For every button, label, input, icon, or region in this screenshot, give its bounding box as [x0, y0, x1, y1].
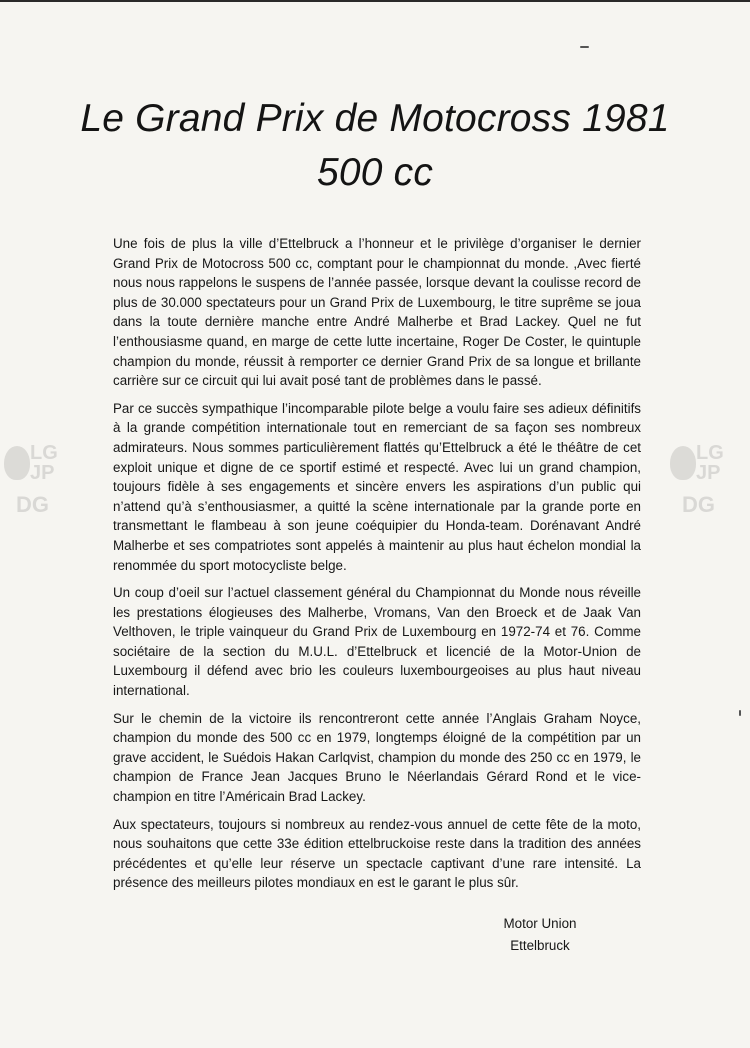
- signature-town: Ettelbruck: [510, 938, 570, 953]
- paragraph: Sur le chemin de la victoire ils rencontreront cette année l’Anglais Graham Noyce, champion du monde des 500 cc en 1979, longtemps éloigné de la compétition par un grave accident, le Suédois Hakan Carlqvist, champion du monde des 250 cc en 1979, le champion de France Jean Jacques Bruno le Néerlandais Gérard Rond et le vice-champion en titre l’Américain Brad Lackey.: [113, 710, 641, 805]
- signature-organization: Motor Union: [503, 916, 577, 931]
- watermark-text: LG: [696, 442, 724, 464]
- watermark-text: DG: [16, 492, 49, 517]
- paragraph: Aux spectateurs, toujours si nombreux au rendez-vous annuel de cette fête de la moto, nous souhaitons que cette 33e édition ettelbruckoise reste dans la tradition des années précédentes et qu’elle leur réserve un spectacle captivant d’une rare intensité. La présence des meilleurs pilotes mondiaux en est le garant le plus sûr.: [113, 816, 641, 891]
- article-body: [113, 234, 641, 901]
- watermark-text: LG: [30, 442, 58, 464]
- title-line-main: Le Grand Prix de Motocross 1981: [80, 97, 670, 140]
- scan-speck: [739, 710, 741, 716]
- paragraph: Par ce succès sympathique l’incomparable pilote belge a voulu faire ses adieux définitifs à la grande compétition internationale tout en remerciant de sa façon ses nombreux admirateurs. Nous sommes particulièrement flattés qu’Ettelbruck a été le théâtre de cet exploit unique et digne de ce sportif estimé et respecté. Avec lui un grand champion, toujours fidèle à ses engagements et sincère envers les aspirations d’un public qui n’attend qu’à s’enthousiasmer, a quitté la scène internationale par la grande porte en transmettant le flambeau à son jeune coéquipier du Honda-team. Dorénavant André Malherbe et ses compatriotes sont appelés à maintenir au plus haut échelon mondial la renommée du sport motocycliste belge.: [113, 400, 641, 573]
- paragraph: Un coup d’oeil sur l’actuel classement général du Championnat du Monde nous réveille les prestations élogieuses des Malherbe, Vromans, Van den Broeck et de Jaak Van Velthoven, le triple vainqueur du Grand Prix de Luxembourg en 1972-74 et 76. Comme sociétaire de la section du M.U.L. d’Ettelbruck et licencié de la Motor-Union de Luxembourg il défend avec brio les couleurs luxembourgeoises au plus haut niveau international.: [113, 585, 641, 699]
- watermark-text: DG: [682, 492, 715, 517]
- paragraph: Une fois de plus la ville d’Ettelbruck a l’honneur et le privilège d’organiser le dernier Grand Prix de Motocross 500 cc, comptant pour le championnat du monde. ,Avec fierté nous nous rappelons le suspens de l’année passée, lorsque devant la coulisse record de plus de 30.000 spectateurs pour un Grand Prix de Luxembourg, le titre suprême se joua dans la toute dernière manche entre André Malherbe et Brad Lackey. Quel ne fut l’enthousiasme quand, en marge de cette lutte incertaine, Roger De Coster, le quintuple champion du monde, réussit à remporter ce dernier Grand Prix de sa longue et brillante carrière sur ce circuit qui lui avait posé tant de problèmes dans le passé.: [113, 236, 641, 389]
- signature-block: [440, 913, 640, 957]
- watermark-face-icon: [4, 446, 30, 480]
- watermark-face-icon: [670, 446, 696, 480]
- document-title: [0, 92, 750, 200]
- top-border-rule: [0, 0, 750, 2]
- watermark-text: JP: [30, 462, 55, 484]
- watermark-stamp: [4, 442, 74, 522]
- watermark-text: JP: [696, 462, 721, 484]
- watermark-stamp: [670, 442, 740, 522]
- scan-speck: [580, 46, 589, 48]
- title-line-subtitle: 500 cc: [316, 151, 434, 194]
